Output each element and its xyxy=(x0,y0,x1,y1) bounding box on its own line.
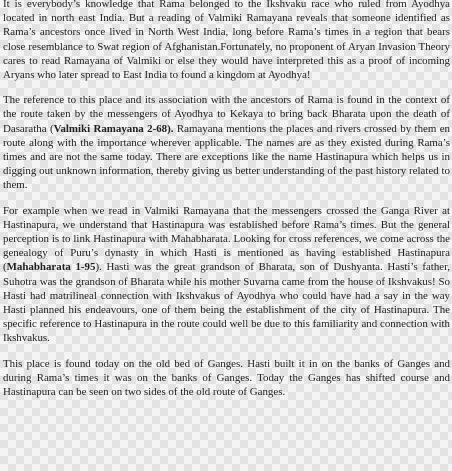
paragraph-2-text-b: Ramayana mentions the places and rivers crossed by them en route along with the importance wherever applicable. The names are as they existed during Rama’s times and are not the same today. There are exceptions like the name Hastinapura which helps us in digging out unknown information, thereby giving us better understanding of the past history related to them. xyxy=(3,122,451,192)
paragraph-1 xyxy=(3,0,450,82)
citation-valmiki-ramayana: Valmiki Ramayana 2-68). xyxy=(53,122,174,135)
paragraph-3-text-b: ). Hasti was the great grandson of Bharata, son of Dushyanta. Hasti’s father, Suhotra was the grandson of Bharata while his mother Suvarna came from the house of Ikshvakus! So Hasti had matrilineal connection with Ikshvakus of Ayodhya who could have had a say in the way Hasti planned his endeavours, one of them being the establishment of the city of Hastinapura. The specific reference to Hastinapura in the route could well be due to this familiarity and connection with Ikshvakus. xyxy=(3,261,451,345)
paragraph-2 xyxy=(3,93,450,192)
paragraph-4 xyxy=(3,357,450,400)
paragraph-3-text-a: For example when we read in Valmiki Ramayana that the messengers crossed the Ganga River at Hastinapura, we understand that Hastinapura was established before Rama’s times. But the general perception is to link Hastinapura with Mahabharata. Looking for cross references, we come across the genealogy of Puru’s dynasty in which Hasti is mentioned as having established Hastinapura ( xyxy=(3,204,450,274)
paragraph-3 xyxy=(3,204,450,346)
paragraph-2-text-a: The reference to this place and its association with the ancestors of Rama is found in the context of the route taken by the messengers of Ayodhya to Kekaya to bring back Bharata upon the death of Dasaratha ( xyxy=(3,94,450,135)
citation-mahabharata: Mahabharata 1-95 xyxy=(6,261,96,274)
paragraph-1-text: It is everybody’s knowledge that Rama belonged to the Ikshvaku race who ruled from Ayodhya located in north east India. But a reading of Valmiki Ramayana reveals that someone identified as Rama’s ancestors once lived in North West India, long before Rama’s times in a region that bears close resemblance to Swat region of Afghanistan.Fortunately, no proponent of Aryan Invasion Theory cares to read Ramayana of Valmiki or else they would have interpreted this as a proof of incoming Aryans who later spread to East India to found a kingdom at Ayodhya! xyxy=(3,0,450,82)
paragraph-4-text: This place is found today on the old bed of Ganges. Hasti built it in on the banks of Ganges and during Rama’s times it was on the banks of Ganges. Today the Ganges has shifted course and Hastinapura can be seen on two sides of the old route of Ganges. xyxy=(3,357,450,399)
